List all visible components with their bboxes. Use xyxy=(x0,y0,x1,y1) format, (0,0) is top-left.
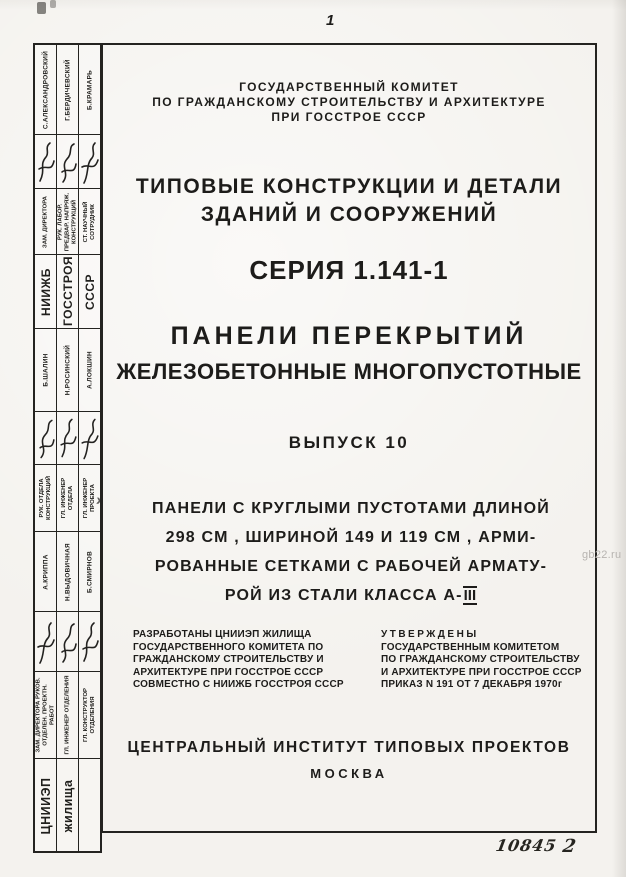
stamp-cell xyxy=(79,189,100,254)
stamp-cell xyxy=(35,135,57,188)
stamp-cell xyxy=(35,412,57,464)
stamp-cell xyxy=(57,612,79,671)
stamp-cell xyxy=(79,672,100,758)
org-name-part: ГОССТРОЯ xyxy=(60,255,75,326)
stamp-role: СТ. НАУЧНЫЙ СОТРУДНИК xyxy=(82,201,96,242)
approved-line: И АРХИТЕКТУРЕ ПРИ ГОССТРОЕ СССР xyxy=(381,666,582,678)
stamp-role: ЗАМ. ДИРЕКТОРА xyxy=(42,195,48,248)
scan-artifact xyxy=(50,0,56,8)
stamp-row-names-mid xyxy=(35,329,100,412)
stamp-cell xyxy=(35,189,57,254)
stamp-cell xyxy=(57,329,79,411)
spec-line: 298 СМ , ШИРИНОЙ 149 И 119 СМ , АРМИ- xyxy=(165,529,537,546)
stamp-role: ГЛ. ИНЖЕНЕР ПРОЕКТА xyxy=(82,477,96,519)
stamp-row-signatures-mid xyxy=(35,412,100,465)
stamp-cell xyxy=(79,465,100,531)
stamp-row-roles-bottom xyxy=(35,672,100,759)
series-number: СЕРИЯ 1.141-1 xyxy=(249,255,449,285)
committee-header-line: ПО ГРАЖДАНСКОМУ СТРОИТЕЛЬСТВУ И АРХИТЕКТУРЕ xyxy=(152,95,546,109)
signature-icon xyxy=(58,416,78,461)
subject-title-line: ЖЕЛЕЗОБЕТОННЫЕ МНОГОПУСТОТНЫЕ xyxy=(116,359,582,384)
steel-class-numeral: III xyxy=(463,587,477,604)
stamp-role: ГЛ. ИНЖЕНЕР ОТДЕЛЕНИЯ xyxy=(64,675,70,755)
stamp-role: ГЛ. ИНЖЕНЕР ОТДЕЛА xyxy=(60,477,74,519)
stamp-role: ЗАМ. ДИРЕКТОРА РУКОВ. ОТДЕЛЕН. ПРОЕКТН. РАБОТ xyxy=(35,677,55,753)
panel-specification xyxy=(115,494,587,610)
org-name-part: жилища xyxy=(60,779,75,832)
handwritten-sheet-number: 2 xyxy=(561,836,578,857)
stamp-cell xyxy=(57,759,79,852)
scan-artifact xyxy=(37,2,46,14)
spec-line: РОВАННЫЕ СЕТКАМИ С РАБОЧЕЙ АРМАТУ- xyxy=(154,558,548,575)
stamp-row-names-top xyxy=(35,45,100,135)
subject-title-line: ПАНЕЛИ ПЕРЕКРЫТИЙ xyxy=(170,322,528,350)
stamp-cell xyxy=(57,135,79,188)
developed-by-block xyxy=(133,629,379,692)
stamp-row-signatures-bottom xyxy=(35,612,100,672)
stamp-name: Н.РОСИНСКИЙ xyxy=(64,344,71,396)
org-name-part: СССР xyxy=(82,273,97,310)
institute-name: ЦЕНТРАЛЬНЫЙ ИНСТИТУТ ТИПОВЫХ ПРОЕКТОВ xyxy=(127,739,571,756)
stamp-cell xyxy=(57,255,79,328)
stamp-cell xyxy=(57,412,79,464)
signature-stamp-table xyxy=(33,43,102,853)
stamp-row-roles-top xyxy=(35,189,100,255)
content-frame xyxy=(101,43,597,833)
stamp-name: С.АЛЕКСАНДРОВСКИЙ xyxy=(42,50,49,129)
stamp-cell xyxy=(35,532,57,611)
stamp-cell xyxy=(57,672,79,758)
stamp-cell xyxy=(79,532,100,611)
org-name-part: ЦНИИЭП xyxy=(38,777,53,835)
document-title-line: ЗДАНИЙ И СООРУЖЕНИЙ xyxy=(200,203,498,226)
spec-last-prefix: РОЙ ИЗ СТАЛИ КЛАССА А- xyxy=(224,587,463,604)
stamp-row-roles-mid xyxy=(35,465,100,532)
page-number: 1 xyxy=(326,12,335,29)
stamp-name: А.ЛОКШИН xyxy=(86,351,93,389)
stamp-cell xyxy=(79,255,100,328)
stamp-cell xyxy=(79,412,100,464)
stamp-cell xyxy=(35,45,57,134)
stamp-cell xyxy=(79,135,100,188)
stamp-cell xyxy=(35,759,57,852)
stamp-name: Г.БЕРДИЧЕВСКИЙ xyxy=(64,58,71,121)
signature-icon xyxy=(36,416,56,461)
issue-number: ВЫПУСК 10 xyxy=(288,433,410,452)
stamp-cell xyxy=(35,255,57,328)
signature-icon xyxy=(80,416,100,461)
handwritten-order-code: 10845 xyxy=(494,836,559,855)
stamp-cell xyxy=(57,465,79,531)
stamp-name: Б.КРАМАРЬ xyxy=(86,69,93,110)
stamp-name: Б.СМИРНОВ xyxy=(86,550,93,593)
developed-line: СОВМЕСТНО С НИИЖБ ГОССТРОЯ СССР xyxy=(133,679,344,690)
stamp-cell xyxy=(79,329,100,411)
stamp-name: Н.ВЫДОВИЧНАЯ xyxy=(64,542,71,601)
stamp-cell xyxy=(79,612,100,671)
watermark: gb22.ru xyxy=(582,549,622,561)
stamp-role: ГЛ. КОНСТРУКТОР ОТДЕЛЕНИЯ xyxy=(82,688,96,742)
signature-icon xyxy=(58,616,78,668)
stamp-role: РУК. ОТДЕЛА КОНСТРУКЦИЙ xyxy=(38,475,52,521)
developed-line: АРХИТЕКТУРЕ ПРИ ГОССТРОЕ СССР xyxy=(133,666,324,678)
spec-line xyxy=(115,581,587,610)
stamp-cell xyxy=(35,612,57,671)
committee-header-line: ПРИ ГОССТРОЕ СССР xyxy=(271,110,427,124)
stamp-row-names-bottom xyxy=(35,532,100,612)
stamp-cell xyxy=(57,189,79,254)
signature-icon xyxy=(80,139,100,185)
approved-line: ПРИКАЗ N 191 ОТ 7 ДЕКАБРЯ 1970г xyxy=(381,679,563,690)
stamp-name: А.КРИППА xyxy=(42,553,49,590)
document-title-line: ТИПОВЫЕ КОНСТРУКЦИИ И ДЕТАЛИ xyxy=(135,175,563,198)
city-name: МОСКВА xyxy=(310,766,388,781)
stamp-row-org-tsniiep xyxy=(35,759,100,852)
signature-icon xyxy=(36,616,56,668)
developed-line: РАЗРАБОТАНЫ ЦНИИЭП ЖИЛИЩА xyxy=(133,629,312,640)
stamp-role: РУК. ЛАБОР. ПРЕДВАР. НАПРЯЖ. КОНСТРУКЦИЙ xyxy=(57,192,77,251)
spec-line: ПАНЕЛИ С КРУГЛЫМИ ПУСТОТАМИ ДЛИНОЙ xyxy=(152,500,550,517)
signature-icon xyxy=(80,616,100,668)
approved-line: ГОСУДАРСТВЕННЫМ КОМИТЕТОМ xyxy=(381,641,560,653)
stamp-row-signatures-top xyxy=(35,135,100,189)
stamp-cell xyxy=(79,45,100,134)
approved-line: ПО ГРАЖДАНСКОМУ СТРОИТЕЛЬСТВУ xyxy=(381,654,580,665)
developed-line: ГОСУДАРСТВЕННОГО КОМИТЕТА ПО xyxy=(133,641,324,653)
stamp-cell xyxy=(57,532,79,611)
stamp-cell xyxy=(57,45,79,134)
approved-by-block xyxy=(381,629,599,692)
developed-line: ГРАЖДАНСКОМУ СТРОИТЕЛЬСТВУ И xyxy=(133,654,324,665)
stamp-cell xyxy=(79,759,100,852)
signature-icon xyxy=(36,139,56,185)
stamp-cell xyxy=(35,465,57,531)
stamp-row-org-niizhb xyxy=(35,255,100,329)
stamp-name: Б.ШАЛИН xyxy=(42,353,49,387)
approved-line: УТВЕРЖДЕНЫ xyxy=(381,629,479,640)
committee-header-line: ГОСУДАРСТВЕННЫЙ КОМИТЕТ xyxy=(239,80,459,94)
org-name-part: НИИЖБ xyxy=(38,267,53,316)
scan-artifact: › xyxy=(94,491,103,510)
stamp-cell xyxy=(35,329,57,411)
signature-icon xyxy=(58,139,78,185)
stamp-cell xyxy=(35,672,57,758)
